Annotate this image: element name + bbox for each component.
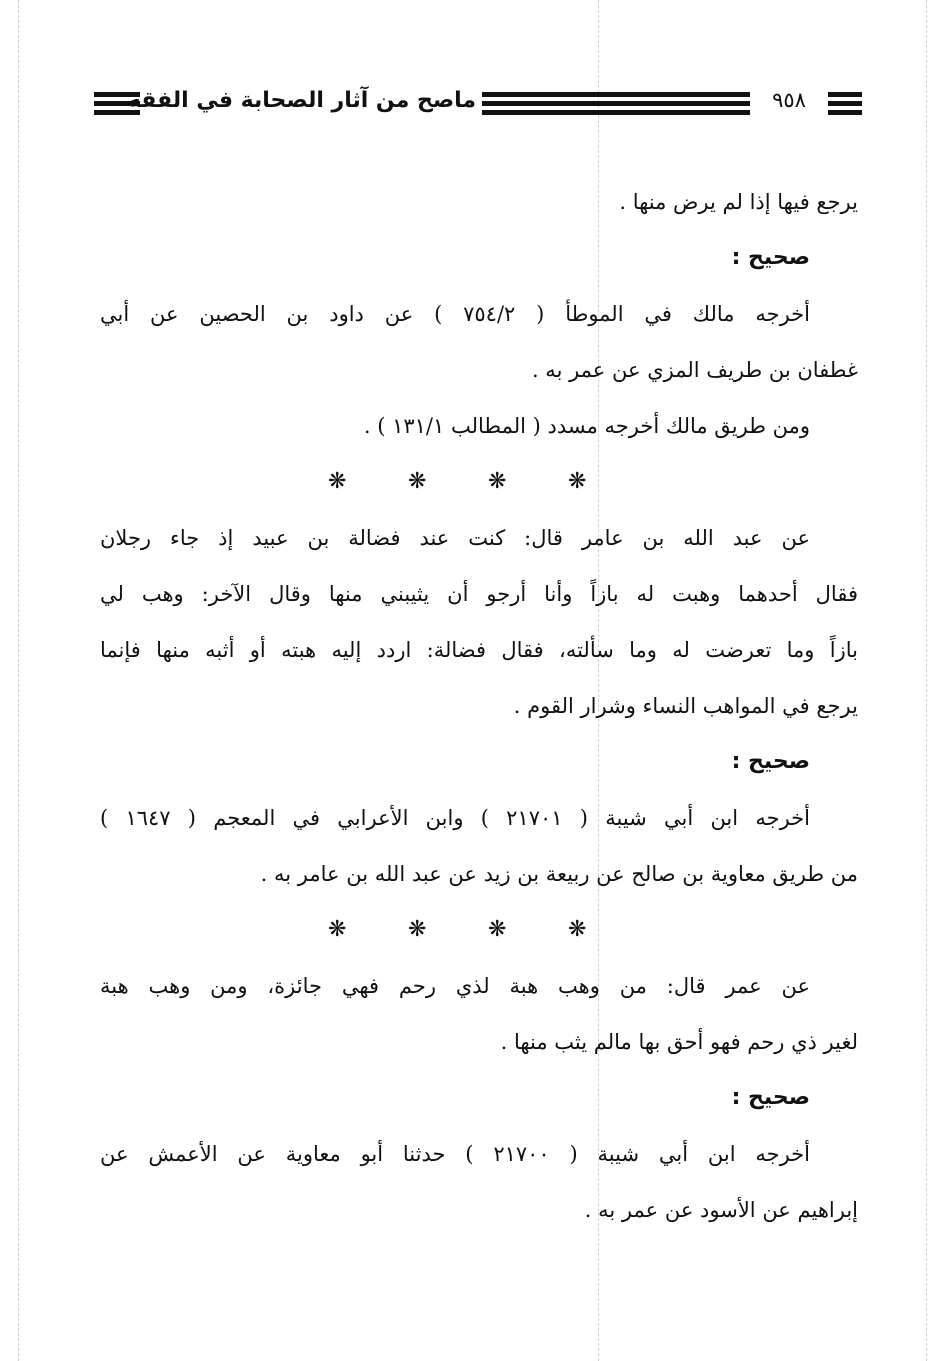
star-ornament-icon: ❋	[568, 917, 587, 942]
text-line: غطفان بن طريف المزي عن عمر به .	[531, 358, 858, 382]
verdict-heading: صحيح :	[731, 245, 810, 270]
star-ornament-icon: ❋	[568, 469, 587, 494]
page-header	[94, 82, 862, 130]
header-rule-middle	[482, 92, 750, 116]
page-body	[100, 174, 858, 1238]
text-line: عن عمر قال: من وهب هبة لذي رحم فهي جائزة، ومن وهب هبة	[100, 974, 810, 998]
text-line: فقال أحدهما وهبت له بازاً وأنا أرجو أن يثيبني منها وقال الآخر: وهب لي	[100, 582, 858, 606]
text-line: لغير ذي رحم فهو أحق بها مالم يثب منها .	[500, 1030, 858, 1054]
page-number: ٩٥٨	[772, 88, 806, 112]
scan-guide-line	[18, 0, 19, 1361]
section-separator	[100, 902, 858, 958]
header-rule-right	[828, 92, 862, 116]
text-line: أخرجه مالك في الموطأ ( ٧٥٤/٢ ) عن داود بن الحصين عن أبي	[100, 302, 810, 326]
text-line: أخرجه ابن أبي شيبة ( ٢١٧٠٠ ) حدثنا أبو معاوية عن الأعمش عن	[100, 1142, 810, 1166]
star-ornament-icon: ❋	[408, 469, 427, 494]
text-line: أخرجه ابن أبي شيبة ( ٢١٧٠١ ) وابن الأعرابي في المعجم ( ١٦٤٧ )	[100, 806, 810, 830]
star-ornament-icon: ❋	[328, 469, 347, 494]
text-line: يرجع فيها إذا لم يرض منها .	[619, 190, 858, 214]
running-title: ماصح من آثار الصحابة في الفقه	[127, 88, 476, 113]
verdict-heading: صحيح :	[731, 749, 810, 774]
star-ornament-icon: ❋	[328, 917, 347, 942]
text-line: ومن طريق مالك أخرجه مسدد ( المطالب ١٣١/١ ) .	[363, 414, 810, 438]
scan-guide-line	[926, 0, 927, 1361]
text-line: عن عبد الله بن عامر قال: كنت عند فضالة بن عبيد إذ جاء رجلان	[100, 526, 810, 550]
section-separator	[100, 454, 858, 510]
star-ornament-icon: ❋	[488, 469, 507, 494]
star-ornament-icon: ❋	[408, 917, 427, 942]
text-line: بازاً وما تعرضت له وما سألته، فقال فضالة: اردد إليه هبته أو أثبه منها فإنما	[100, 638, 858, 662]
text-line: من طريق معاوية بن صالح عن ربيعة بن زيد عن عبد الله بن عامر به .	[260, 862, 858, 886]
verdict-heading: صحيح :	[731, 1085, 810, 1110]
text-line: إبراهيم عن الأسود عن عمر به .	[584, 1198, 858, 1222]
star-ornament-icon: ❋	[488, 917, 507, 942]
text-line: يرجع في المواهب النساء وشرار القوم .	[513, 694, 858, 718]
